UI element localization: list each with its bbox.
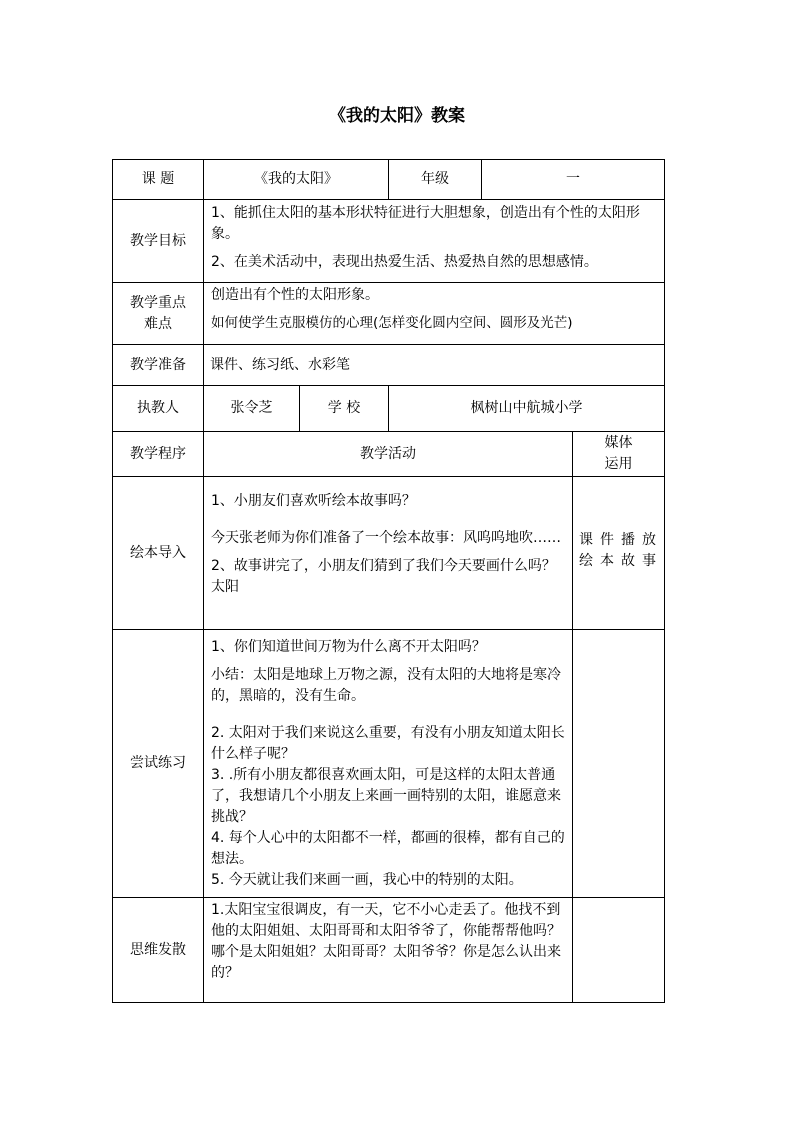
- activity-item: 今天张老师为你们准备了一个绘本故事：风呜呜地吹……: [211, 530, 561, 546]
- section-content-picture-book: [204, 477, 572, 629]
- document-title: 《我的太阳》教案: [329, 106, 465, 126]
- media-header-line2: 运用: [604, 456, 633, 472]
- teacher-label: 执教人: [137, 400, 179, 416]
- topic-label: 课 题: [141, 171, 175, 187]
- activity-item: 1、你们知道世间万物为什么离不开太阳吗？: [211, 639, 486, 655]
- procedure-header: 教学程序: [130, 445, 186, 462]
- key-points-label: [113, 283, 203, 344]
- lesson-plan-table: [112, 159, 665, 1003]
- goal-item: 2、在美术活动中，表现出热爱生活、热爱热自然的思想感情。: [211, 254, 598, 270]
- activity-item: 1.太阳宝宝很调皮，有一天，它不小心走丢了。他找不到他的太阳姐姐、太阳哥哥和太阳爷爷了，你能帮帮他吗？: [211, 902, 561, 939]
- activity-header: 教学活动: [360, 445, 416, 462]
- activity-item: 小结：太阳是地球上万物之源，没有太阳的大地将是寒冷的，黑暗的，没有生命。: [211, 667, 561, 704]
- section-content-practice: [204, 630, 572, 897]
- activity-item: 2. 太阳对于我们来说这么重要，有没有小朋友知道太阳长什么样子呢？: [211, 725, 565, 762]
- topic-value: 《我的太阳》: [254, 171, 338, 187]
- preparation-label: 教学准备: [130, 356, 186, 373]
- activity-item: 1、小朋友们喜欢听绘本故事吗？: [211, 493, 416, 509]
- activity-item: 2、故事讲完了，小朋友们猜到了我们今天要画什么吗？太阳: [211, 558, 556, 595]
- key-points-label-line1: 教学重点: [130, 294, 186, 311]
- key-points-label-line2: 难点: [144, 315, 172, 332]
- activity-item: 5. 今天就让我们来画一画，我心中的特别的太阳。: [211, 872, 523, 888]
- media-text: 课件播放绘本故事: [579, 532, 658, 569]
- section-media-picture-book: [573, 477, 664, 629]
- media-header-line1: 媒体: [604, 435, 633, 451]
- key-point-item: 创造出有个性的太阳形象。: [211, 287, 379, 303]
- grade-label: 年级: [421, 171, 449, 187]
- activity-item: 哪个是太阳姐姐？太阳哥哥？太阳爷爷？你是怎么认出来的？: [211, 944, 561, 981]
- section-label-divergent: 思维发散: [130, 941, 186, 958]
- school-label: 学 校: [327, 400, 361, 416]
- section-content-divergent: [204, 898, 572, 1002]
- media-header: [573, 432, 664, 476]
- activity-item: 4. 每个人心中的太阳都不一样，都画的很棒，都有自己的想法。: [211, 830, 565, 867]
- goal-item: 1、能抓住太阳的基本形状特征进行大胆想象，创造出有个性的太阳形象。: [211, 205, 640, 242]
- grade-value: 一: [566, 171, 580, 187]
- goals-label: 教学目标: [130, 232, 186, 249]
- teacher-value: 张令芝: [230, 400, 273, 416]
- section-label-practice: 尝试练习: [130, 755, 186, 771]
- goals-content: [204, 200, 664, 282]
- key-point-item: 如何使学生克服模仿的心理(怎样变化圆内空间、圆形及光芒): [211, 315, 573, 331]
- section-label-picture-book: 绘本导入: [130, 544, 186, 561]
- activity-item: 3. .所有小朋友都很喜欢画太阳，可是这样的太阳太普通了，我想请几个小朋友上来画一画特别的太阳，谁愿意来挑战？: [211, 767, 561, 825]
- preparation-value: 课件、练习纸、水彩笔: [210, 356, 350, 373]
- key-points-content: [204, 283, 664, 344]
- school-value: 枫树山中航城小学: [470, 400, 583, 416]
